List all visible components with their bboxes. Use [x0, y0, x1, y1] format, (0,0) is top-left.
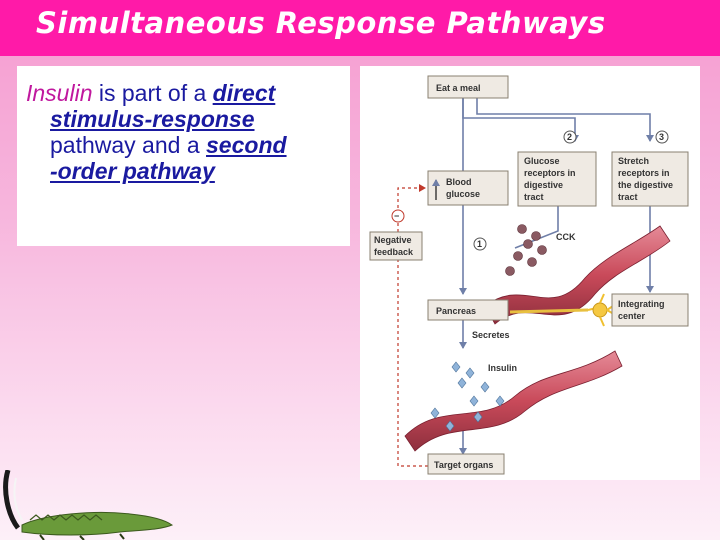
- step-marker-3: [656, 131, 668, 143]
- step-marker-1: [474, 238, 486, 250]
- box-stretch-receptors: [612, 152, 688, 206]
- box-pancreas: [428, 300, 508, 320]
- svg-text:Negative: Negative: [374, 235, 412, 245]
- svg-text:receptors in: receptors in: [524, 168, 576, 178]
- svg-text:Blood: Blood: [446, 177, 472, 187]
- svg-text:the digestive: the digestive: [618, 180, 674, 190]
- crocodile-decoration-icon: [0, 470, 180, 540]
- svg-text:feedback: feedback: [374, 247, 414, 257]
- label-secretes: Secretes: [472, 330, 510, 340]
- svg-text:Pancreas: Pancreas: [436, 306, 477, 316]
- keyword-insulin: Insulin: [26, 80, 93, 106]
- svg-text:Glucose: Glucose: [524, 156, 560, 166]
- svg-text:receptors in: receptors in: [618, 168, 670, 178]
- body-text: [26, 80, 351, 184]
- svg-text:center: center: [618, 311, 646, 321]
- svg-text:Stretch: Stretch: [618, 156, 650, 166]
- figure-panel: [360, 66, 700, 480]
- svg-text:−: −: [394, 211, 400, 221]
- keyword-stimulus-response: stimulus-response: [50, 106, 255, 132]
- slide-title: Simultaneous Response Pathways: [36, 6, 606, 40]
- label-cck: CCK: [556, 232, 576, 242]
- svg-text:glucose: glucose: [446, 189, 481, 199]
- keyword-second: second: [206, 132, 287, 158]
- pathway-diagram: [360, 66, 700, 480]
- box-eat-a-meal: [428, 76, 508, 98]
- body-text-1: is part of a: [92, 80, 213, 106]
- keyword-order-pathway: -order pathway: [50, 158, 215, 184]
- box-blood-glucose: [428, 171, 508, 205]
- svg-text:tract: tract: [618, 192, 638, 202]
- svg-text:Target organs: Target organs: [434, 460, 494, 470]
- svg-text:Integrating: Integrating: [618, 299, 665, 309]
- box-negative-feedback: [370, 232, 422, 260]
- svg-text:3: 3: [659, 132, 665, 142]
- svg-text:2: 2: [567, 132, 573, 142]
- box-glucose-receptors: [518, 152, 596, 206]
- svg-text:1: 1: [477, 239, 483, 249]
- keyword-direct: direct: [212, 80, 276, 106]
- minus-sign-marker: [392, 210, 404, 222]
- body-text-2: pathway and a: [50, 132, 207, 158]
- svg-text:digestive: digestive: [524, 180, 564, 190]
- box-integrating-center: [612, 294, 688, 326]
- cck-molecules: [506, 225, 547, 276]
- box-target-organs: [428, 454, 504, 474]
- label-insulin: Insulin: [488, 363, 517, 373]
- step-marker-2: [564, 131, 576, 143]
- svg-text:tract: tract: [524, 192, 544, 202]
- svg-text:Eat a meal: Eat a meal: [436, 83, 481, 93]
